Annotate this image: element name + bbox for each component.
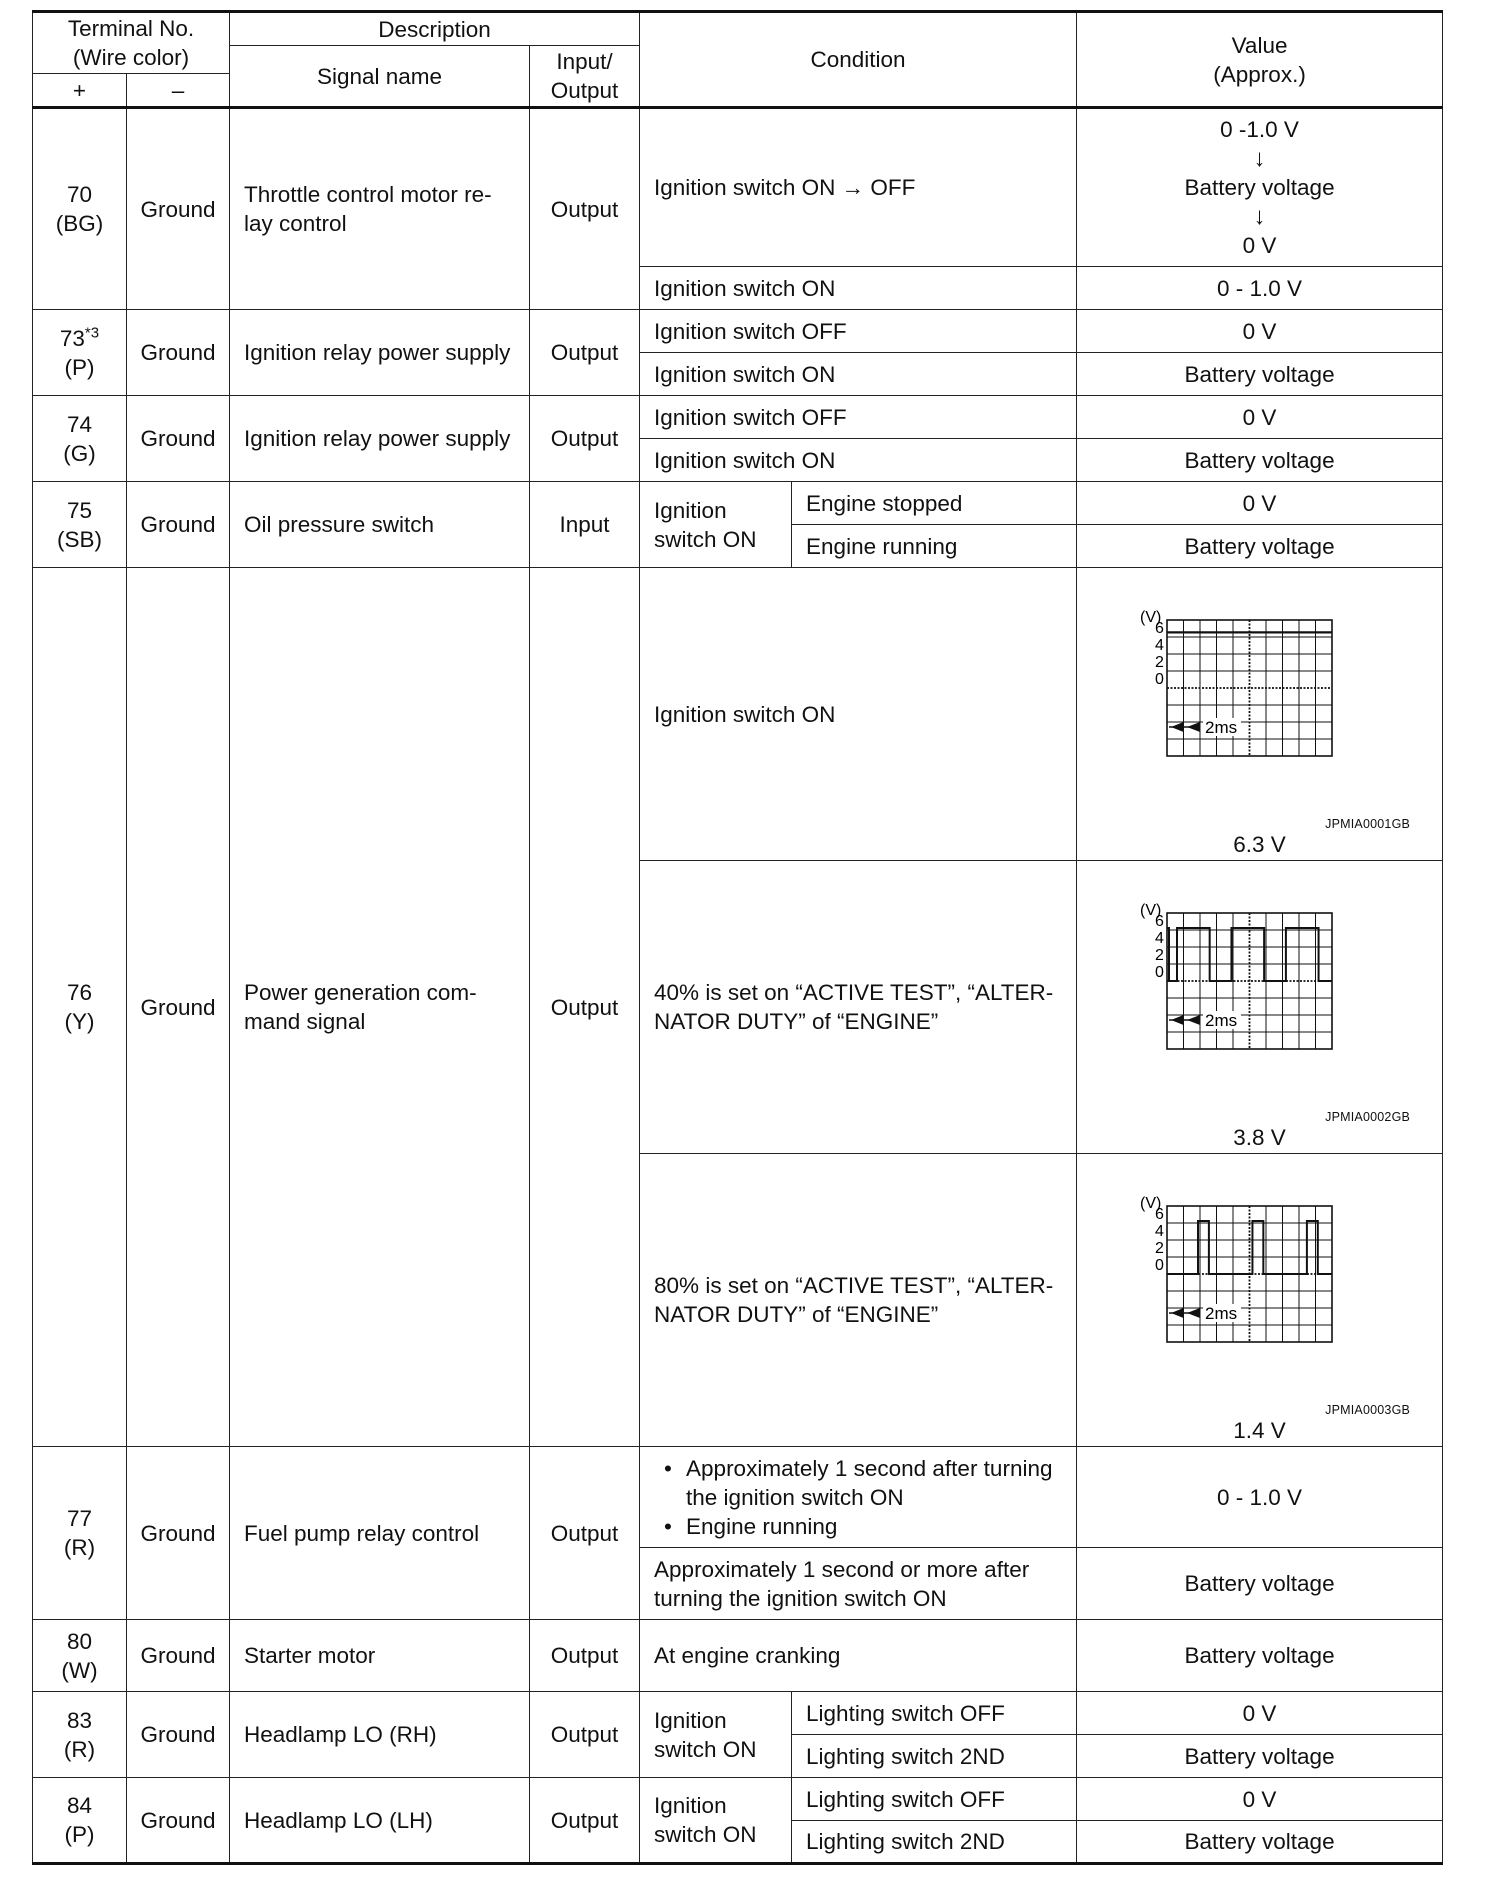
signal-name-cell — [230, 1620, 530, 1692]
terminal-number: 80 — [66, 1628, 93, 1654]
axis-unit: (V) — [1140, 609, 1162, 626]
down-arrow-icon: ↓ — [1253, 145, 1266, 172]
value-cell — [1077, 310, 1443, 353]
cell-text: Battery voltage — [1184, 533, 1335, 559]
cell-text: Lighting switch OFF — [806, 1786, 1005, 1812]
terminal-cell — [33, 1447, 127, 1620]
cell-text: 0 V — [1242, 490, 1277, 516]
tick-label: 6 — [1155, 913, 1164, 930]
waveform-figure — [1077, 867, 1442, 1150]
condition-cell — [640, 1154, 1077, 1447]
description-header — [230, 12, 640, 46]
cell-text: Approximately 1 second or more after — [654, 1556, 1030, 1582]
cell-text: Battery voltage — [1184, 1571, 1335, 1596]
waveform-value: 1.4 V — [1233, 1418, 1286, 1443]
table-row — [33, 12, 1443, 46]
cell-text: (Approx.) — [1213, 61, 1306, 87]
cell-text: Ground — [140, 196, 216, 222]
table-row — [33, 396, 1443, 439]
terminal-table — [32, 10, 1443, 1865]
cell-text: 0 V — [1242, 1786, 1277, 1812]
signal-name-cell — [230, 108, 530, 310]
cell-text: Ignition switch OFF — [654, 318, 847, 344]
cell-text: 0 V — [1242, 318, 1277, 344]
terminal-number: 75 — [66, 497, 93, 523]
oscilloscope-graph — [1127, 1190, 1387, 1380]
cell-text: 0 V — [1242, 1700, 1277, 1726]
cell-text: Engine running — [806, 533, 958, 559]
list-item — [686, 1454, 1062, 1512]
io-cell — [530, 482, 640, 568]
terminal-cell — [33, 568, 127, 1447]
cell-text: Approximately 1 second after turning — [686, 1455, 1053, 1481]
terminal-number: 83 — [66, 1707, 93, 1733]
cell-text: Fuel pump relay control — [244, 1520, 480, 1546]
cell-text: the ignition switch ON — [686, 1484, 904, 1510]
cell-text: Input/ — [556, 49, 613, 74]
cell-text: Output — [550, 1722, 619, 1747]
arrow-icon — [1171, 1015, 1184, 1025]
cell-text: Output — [550, 426, 619, 451]
sub-condition-cell — [792, 1778, 1077, 1821]
io-cell — [530, 108, 640, 310]
minus-header — [127, 74, 230, 108]
waveform-cell — [1077, 568, 1443, 861]
cell-text: Ground — [140, 1807, 216, 1833]
signal-name-cell — [230, 1692, 530, 1778]
table-row — [33, 1620, 1443, 1692]
wire-color: (G) — [63, 440, 96, 466]
tick-label: 6 — [1155, 1206, 1164, 1223]
signal-name-cell — [230, 1447, 530, 1620]
terminal-no-header — [33, 12, 230, 74]
cell-text: Output — [550, 1520, 619, 1546]
cell-text: Battery voltage — [1184, 447, 1335, 473]
tick-label: 0 — [1155, 671, 1164, 688]
wire-color: (P) — [64, 354, 95, 380]
cell-text: Signal name — [316, 63, 443, 89]
value-text: 0 V — [1242, 233, 1277, 258]
arrow-icon — [1187, 1308, 1200, 1318]
cell-text: Output — [550, 196, 619, 222]
wire-color: (R) — [63, 1535, 96, 1560]
waveform-figure — [1077, 574, 1442, 857]
sub-condition-cell — [792, 482, 1077, 525]
cell-text: Ignition — [654, 1793, 727, 1818]
terminal-cell — [33, 108, 127, 310]
ground-cell — [127, 482, 230, 568]
io-cell — [530, 568, 640, 1447]
cell-text: Output — [550, 1807, 619, 1833]
cell-text: 0 - 1.0 V — [1217, 275, 1303, 301]
condition-cell — [640, 1548, 1077, 1620]
cell-text: Ignition switch ON — [654, 275, 836, 301]
cell-text: Battery voltage — [1184, 1643, 1335, 1668]
cell-text: Ground — [140, 426, 216, 451]
condition-cell — [640, 1620, 1077, 1692]
oscilloscope-graph — [1127, 604, 1387, 794]
condition-cell — [640, 861, 1077, 1154]
value-text: 0 -1.0 V — [1220, 117, 1299, 142]
value-cell — [1077, 1821, 1443, 1864]
cell-text: NATOR DUTY” of “ENGINE” — [654, 1302, 939, 1327]
table-row — [33, 108, 1443, 267]
cell-text: Ground — [140, 1520, 216, 1546]
terminal-cell — [33, 310, 127, 396]
cell-text: Battery voltage — [1184, 1743, 1335, 1769]
ground-cell — [127, 310, 230, 396]
condition-main-cell — [640, 482, 792, 568]
wire-color: (R) — [63, 1736, 96, 1762]
value-cell — [1077, 396, 1443, 439]
cell-text: Ground — [140, 994, 216, 1020]
axis-unit: (V) — [1140, 902, 1162, 919]
tick-label: 0 — [1155, 964, 1164, 981]
value-cell — [1077, 525, 1443, 568]
value-cell — [1077, 1735, 1443, 1778]
cell-text: Lighting switch OFF — [806, 1700, 1005, 1726]
cell-text: 80% is set on “ACTIVE TEST”, “ALTER- — [654, 1273, 1054, 1298]
io-cell — [530, 1447, 640, 1620]
terminal-cell — [33, 1778, 127, 1864]
condition-cell — [640, 108, 1077, 267]
condition-cell — [640, 267, 1077, 310]
cell-text: Ignition switch ON — [654, 361, 836, 387]
cell-text: Battery voltage — [1184, 361, 1335, 387]
ground-cell — [127, 1620, 230, 1692]
arrow-icon — [1171, 722, 1184, 732]
cell-text: – — [171, 77, 185, 103]
ground-cell — [127, 568, 230, 1447]
table-row — [33, 1447, 1443, 1548]
condition-cell — [640, 310, 1077, 353]
wire-color: (P) — [64, 1822, 95, 1847]
condition-bullet-list — [660, 1454, 1062, 1541]
cell-text: Lighting switch 2ND — [806, 1743, 1005, 1769]
cell-text: Output — [550, 994, 619, 1020]
cell-text: Starter motor — [244, 1643, 376, 1668]
terminal-cell — [33, 1692, 127, 1778]
cell-text: switch ON — [654, 1736, 757, 1762]
cell-text: Output — [550, 340, 619, 365]
cell-text: turning the ignition switch ON — [654, 1585, 947, 1611]
io-cell — [530, 1778, 640, 1864]
condition-cell — [640, 439, 1077, 482]
value-cell — [1077, 482, 1443, 525]
sub-condition-cell — [792, 525, 1077, 568]
cell-text: Ignition relay power supply — [244, 340, 511, 365]
cell-text: switch ON — [654, 1822, 757, 1847]
cell-text: Engine running — [686, 1513, 838, 1539]
cell-text: (Wire color) — [72, 45, 190, 70]
value-cell — [1077, 108, 1443, 267]
cell-text: NATOR DUTY” of “ENGINE” — [654, 1009, 939, 1034]
signal-name-header — [230, 46, 530, 108]
ground-cell — [127, 1778, 230, 1864]
value-cell — [1077, 1778, 1443, 1821]
wire-color: (BG) — [55, 211, 104, 236]
signal-name-cell — [230, 482, 530, 568]
cell-text: 0 - 1.0 V — [1217, 1484, 1303, 1510]
condition-cell — [640, 353, 1077, 396]
wire-color: (SB) — [57, 526, 102, 552]
terminal-number: 77 — [66, 1506, 93, 1531]
signal-name-cell — [230, 310, 530, 396]
cell-text: Oil pressure switch — [244, 512, 435, 537]
io-cell — [530, 396, 640, 482]
tick-label: 4 — [1155, 637, 1164, 654]
cell-text: Ignition relay power supply — [244, 426, 511, 451]
tick-label: 0 — [1155, 1257, 1164, 1274]
time-scale-label: 2ms — [1205, 1304, 1238, 1323]
axis-unit: (V) — [1140, 1195, 1162, 1212]
cell-text: Ignition switch OFF — [654, 404, 847, 430]
table-row — [33, 1778, 1443, 1821]
cell-text: At engine cranking — [654, 1643, 841, 1668]
wire-color: (W) — [61, 1657, 98, 1683]
value-cell — [1077, 439, 1443, 482]
cell-text: Lighting switch 2ND — [806, 1829, 1005, 1854]
signal-name-cell — [230, 1778, 530, 1864]
ground-cell — [127, 108, 230, 310]
cell-text: Terminal No. — [67, 16, 195, 41]
terminal-number: 74 — [66, 411, 93, 437]
table-row — [33, 482, 1443, 525]
oscilloscope-graph — [1127, 897, 1387, 1087]
terminal-number: 84 — [66, 1793, 93, 1818]
figure-id: JPMIA0002GB — [1325, 1110, 1411, 1124]
waveform-cell — [1077, 1154, 1443, 1447]
waveform-value: 6.3 V — [1233, 832, 1286, 857]
value-cell — [1077, 1447, 1443, 1548]
value-cell — [1077, 353, 1443, 396]
cell-text: Description — [378, 16, 491, 42]
sub-condition-cell — [792, 1735, 1077, 1778]
tick-label: 4 — [1155, 930, 1164, 947]
cell-text: 40% is set on “ACTIVE TEST”, “ALTER- — [654, 980, 1054, 1005]
cell-text: Battery voltage — [1184, 1829, 1335, 1854]
cell-text: Engine stopped — [806, 490, 963, 516]
io-cell — [530, 1692, 640, 1778]
cell-text: Output — [550, 78, 619, 103]
plus-header — [33, 74, 127, 108]
sub-condition-cell — [792, 1821, 1077, 1864]
cell-text: lay control — [244, 211, 347, 236]
cell-text: Ground — [140, 1643, 216, 1668]
arrow-icon — [1171, 1308, 1184, 1318]
condition-header — [640, 12, 1077, 108]
condition-main-cell — [640, 1692, 792, 1778]
condition-cell — [640, 568, 1077, 861]
tick-label: 2 — [1155, 1240, 1164, 1257]
cell-text: Ground — [140, 340, 216, 365]
table-row — [33, 310, 1443, 353]
waveform-cell — [1077, 861, 1443, 1154]
cell-text: Output — [550, 1643, 619, 1668]
signal-name-cell — [230, 396, 530, 482]
list-item — [686, 1512, 1062, 1541]
cell-text: Headlamp LO (LH) — [244, 1807, 433, 1833]
terminal-number: 76 — [66, 980, 93, 1005]
terminal-cell — [33, 482, 127, 568]
cell-text: Ground — [140, 1722, 216, 1747]
figure-id: JPMIA0003GB — [1325, 1403, 1411, 1417]
arrow-icon — [1187, 722, 1200, 732]
cell-text: Condition — [810, 47, 906, 72]
ground-cell — [127, 396, 230, 482]
input-output-header — [530, 46, 640, 108]
time-scale-label: 2ms — [1205, 718, 1238, 737]
arrow-icon — [1187, 1015, 1200, 1025]
value-cell — [1077, 1620, 1443, 1692]
cell-text: 0 V — [1242, 404, 1277, 430]
cell-text: Ignition switch ON — [654, 701, 836, 727]
tick-label: 6 — [1155, 620, 1164, 637]
figure-id: JPMIA0001GB — [1325, 817, 1411, 831]
terminal-number: 73 — [59, 325, 85, 351]
value-cell — [1077, 1548, 1443, 1620]
tick-label: 4 — [1155, 1223, 1164, 1240]
value-cell — [1077, 1692, 1443, 1735]
terminal-number: 70 — [66, 182, 93, 207]
cell-text: Power generation com- — [244, 980, 477, 1005]
waveform-value: 3.8 V — [1233, 1125, 1286, 1150]
down-arrow-icon: ↓ — [1253, 203, 1266, 230]
cell-text: Headlamp LO (RH) — [244, 1722, 437, 1747]
io-cell — [530, 310, 640, 396]
cell-text: mand signal — [244, 1009, 366, 1034]
value-cell — [1077, 267, 1443, 310]
table-row — [33, 568, 1443, 861]
condition-cell — [640, 1447, 1077, 1548]
terminal-cell — [33, 396, 127, 482]
sub-condition-cell — [792, 1692, 1077, 1735]
io-cell — [530, 1620, 640, 1692]
value-header — [1077, 12, 1443, 108]
value-text: Battery voltage — [1184, 175, 1335, 200]
terminal-cell — [33, 1620, 127, 1692]
ground-cell — [127, 1692, 230, 1778]
signal-name-cell — [230, 568, 530, 1447]
condition-cell — [640, 396, 1077, 439]
ground-cell — [127, 1447, 230, 1620]
tick-label: 2 — [1155, 654, 1164, 671]
cell-text: Value — [1231, 32, 1288, 58]
time-scale-label: 2ms — [1205, 1011, 1238, 1030]
cell-text: Ignition — [654, 1707, 727, 1733]
cell-text: Ignition switch ON — [654, 447, 836, 473]
cell-text: switch ON — [654, 526, 757, 552]
cell-text: Input — [559, 512, 610, 537]
cell-text: Ground — [140, 512, 216, 537]
wire-color: (Y) — [64, 1009, 95, 1034]
tick-label: 2 — [1155, 947, 1164, 964]
cell-text: + — [72, 77, 87, 103]
condition-main-cell — [640, 1778, 792, 1864]
terminal-footnote: *3 — [84, 324, 100, 341]
cell-text: Ignition switch ON → OFF — [654, 175, 916, 200]
cell-text: Ignition — [654, 497, 727, 523]
table-row — [33, 1692, 1443, 1735]
waveform-figure — [1077, 1160, 1442, 1443]
cell-text: Throttle control motor re- — [244, 182, 492, 207]
